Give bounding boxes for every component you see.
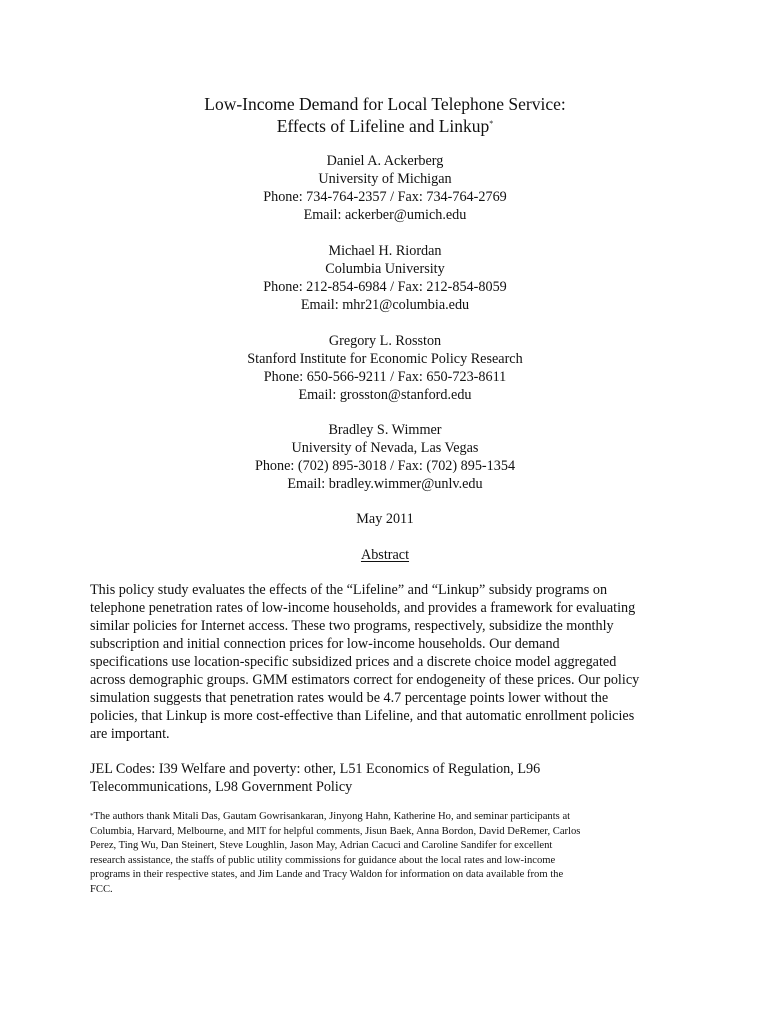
footnote-line: research assistance, the staffs of public utility commissions for guidance about the local rates and low-income (90, 854, 556, 866)
author-affiliation: Stanford Institute for Economic Policy Research (247, 351, 523, 367)
author-affiliation: University of Michigan (318, 171, 452, 187)
footnote-line: programs in their respective states, and Jim Lande and Tracy Waldon for information on data available from the (90, 869, 564, 880)
author-email: Email: bradley.wimmer@unlv.edu (287, 476, 483, 492)
author-name: Daniel A. Ackerberg (326, 153, 444, 169)
footnote-marker: * (90, 812, 94, 820)
abstract-line: specifications use location-specific subsidized prices and a discrete choice model aggregated (90, 654, 617, 670)
abstract-line: policies, that Linkup is more cost-effective than Lifeline, and that automatic enrollment policies (90, 708, 635, 724)
abstract-line: simulation suggests that penetration rates would be 4.7 percentage points lower without the (90, 690, 609, 706)
author-block-ackerberg (0, 152, 770, 224)
author-block-rosston (0, 332, 770, 404)
author-phone: Phone: (702) 895-3018 / Fax: (702) 895-1354 (254, 458, 516, 474)
author-name: Gregory L. Rosston (328, 333, 442, 349)
author-email: Email: mhr21@columbia.edu (300, 297, 470, 313)
footnote-line: Perez, Ting Wu, Dan Steinert, Steve Loughlin, Jason May, Adrian Cacuci and Caroline Sandifer for excellent (90, 840, 553, 851)
abstract-heading-text: Abstract (360, 547, 410, 563)
author-phone: Phone: 650-566-9211 / Fax: 650-723-8611 (263, 369, 507, 385)
abstract-line: telephone penetration rates of low-income households, and provides a framework for evaluating (90, 600, 636, 616)
abstract-line: This policy study evaluates the effects of the “Lifeline” and “Linkup” subsidy programs on (90, 582, 608, 598)
footnote-line: Columbia, Harvard, Melbourne, and MIT for helpful comments, Jisun Baek, Anna Bordon, David DeRemer, Carlos (90, 825, 581, 837)
author-phone: Phone: 212-854-6984 / Fax: 212-854-8059 (263, 279, 507, 295)
paper-date: May 2011 (356, 511, 414, 527)
abstract-line: across demographic groups. GMM estimators correct for endogeneity of these prices. Our policy (90, 672, 640, 688)
author-phone: Phone: 734-764-2357 / Fax: 734-764-2769 (263, 189, 507, 205)
author-email: Email: grosston@stanford.edu (298, 387, 472, 403)
footnote-line: FCC. (90, 883, 113, 895)
jel-codes (90, 760, 690, 796)
abstract-body (90, 581, 690, 743)
author-name: Michael H. Riordan (328, 243, 442, 259)
author-block-riordan (0, 242, 770, 314)
abstract-line: subscription and initial connection prices for low-income households. Our demand (90, 636, 560, 652)
abstract-line: are important. (90, 726, 170, 742)
abstract-heading (0, 546, 770, 564)
title-footnote-marker: * (489, 119, 494, 128)
author-email: Email: ackerber@umich.edu (303, 207, 467, 223)
author-name: Bradley S. Wimmer (328, 422, 442, 438)
author-affiliation: Columbia University (325, 261, 445, 277)
author-affiliation: University of Nevada, Las Vegas (291, 440, 479, 456)
author-block-wimmer (0, 421, 770, 493)
abstract-line: similar policies for Internet access. These two programs, respectively, subsidize the monthly (90, 618, 614, 634)
paper-title-line-2-text: Effects of Lifeline and Linkup (276, 116, 490, 136)
footnote-line-text: The authors thank Mitali Das, Gautam Gowrisankaran, Jinyong Hahn, Katherine Ho, and seminar participants at (93, 811, 571, 822)
paper-title-line-1: Low-Income Demand for Local Telephone Service: (204, 94, 566, 114)
paper-title-line-2 (0, 115, 770, 137)
jel-line: JEL Codes: I39 Welfare and poverty: other, L51 Economics of Regulation, L96 (90, 761, 541, 777)
acknowledgment-footnote (90, 810, 690, 897)
jel-line: Telecommunications, L98 Government Policy (90, 779, 353, 795)
footnote-line (90, 810, 690, 825)
